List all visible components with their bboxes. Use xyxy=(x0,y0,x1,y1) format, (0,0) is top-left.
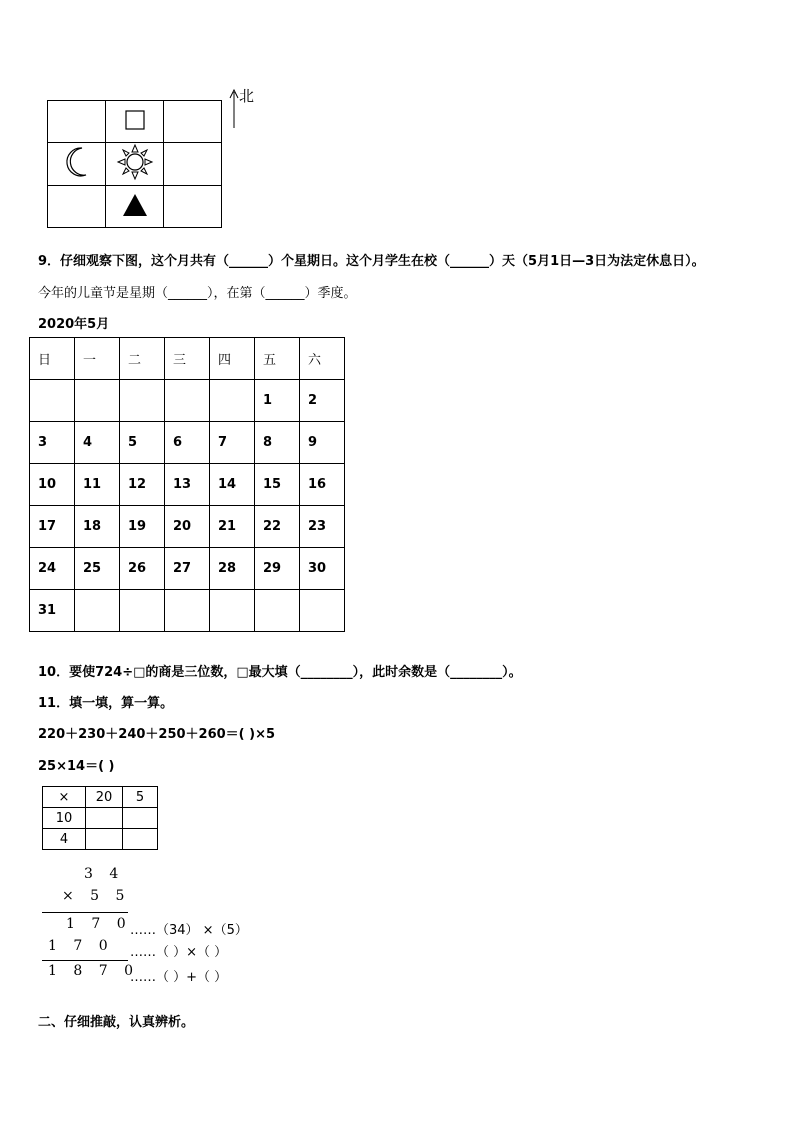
calendar-week xyxy=(30,422,345,464)
day-cell xyxy=(165,380,210,422)
day-cell xyxy=(300,590,345,632)
grid-answer-cell[interactable] xyxy=(86,808,123,829)
day-cell: 16 xyxy=(300,464,345,506)
day-cell: 4 xyxy=(75,422,120,464)
vertical-sum-note: ……（ ）+（ ） xyxy=(130,970,228,985)
day-cell: 3 xyxy=(30,422,75,464)
section-2-title: 二、仔细推敲，认真辨析。 xyxy=(38,1015,195,1030)
day-cell xyxy=(30,380,75,422)
day-cell: 20 xyxy=(165,506,210,548)
calendar-caption: 2020年5月 xyxy=(38,317,110,332)
partial-product-2: 1 7 0 xyxy=(48,938,114,954)
calendar-week xyxy=(30,464,345,506)
grid-corner: × xyxy=(43,787,86,808)
grid-cell xyxy=(106,143,164,186)
q11-title: 11．填一填，算一算。 xyxy=(38,696,174,711)
grid-cell xyxy=(48,186,106,228)
q11-expr2: 25×14＝( ) xyxy=(38,759,115,774)
grid-col-header: 5 xyxy=(123,787,158,808)
weekday-header: 四 xyxy=(210,338,255,380)
calendar-table xyxy=(29,337,345,632)
day-cell: 19 xyxy=(120,506,165,548)
vertical-rule xyxy=(42,912,128,913)
grid-cell xyxy=(164,186,222,228)
day-cell: 29 xyxy=(255,548,300,590)
day-cell: 23 xyxy=(300,506,345,548)
calendar-week xyxy=(30,506,345,548)
weekday-header: 一 xyxy=(75,338,120,380)
day-cell: 15 xyxy=(255,464,300,506)
calendar-week xyxy=(30,590,345,632)
day-cell xyxy=(120,590,165,632)
grid-cell xyxy=(164,143,222,186)
grid-cell xyxy=(48,143,106,186)
day-cell: 12 xyxy=(120,464,165,506)
day-cell: 13 xyxy=(165,464,210,506)
q9-line2: 今年的儿童节是星期（______），在第（______）季度。 xyxy=(38,286,357,301)
weekday-header: 日 xyxy=(30,338,75,380)
day-cell: 27 xyxy=(165,548,210,590)
q10-text: 10．要使724÷□的商是三位数，□最大填（________），此时余数是（________）。 xyxy=(38,665,522,680)
weekday-header: 五 xyxy=(255,338,300,380)
day-cell xyxy=(210,590,255,632)
grid-col-header: 20 xyxy=(86,787,123,808)
partial-product-1: 1 7 0 xyxy=(66,916,132,932)
weekday-header: 二 xyxy=(120,338,165,380)
moon-icon xyxy=(60,145,94,179)
day-cell: 8 xyxy=(255,422,300,464)
weekday-header: 六 xyxy=(300,338,345,380)
grid-answer-cell[interactable] xyxy=(123,808,158,829)
day-cell: 24 xyxy=(30,548,75,590)
partial-product-1-note: ……（34） ×（5） xyxy=(130,923,248,938)
day-cell: 17 xyxy=(30,506,75,548)
day-cell: 21 xyxy=(210,506,255,548)
grid-row-header: 4 xyxy=(43,829,86,850)
grid-cell xyxy=(164,101,222,143)
day-cell xyxy=(255,590,300,632)
day-cell: 7 xyxy=(210,422,255,464)
grid-row-header: 10 xyxy=(43,808,86,829)
square-icon xyxy=(124,109,146,131)
day-cell: 14 xyxy=(210,464,255,506)
vertical-top-number: 3 4 xyxy=(84,866,125,882)
vertical-sum: 1 8 7 0 xyxy=(48,963,139,979)
day-cell xyxy=(75,590,120,632)
grid-answer-cell[interactable] xyxy=(86,829,123,850)
day-cell: 30 xyxy=(300,548,345,590)
calendar-header-row xyxy=(30,338,345,380)
day-cell: 10 xyxy=(30,464,75,506)
day-cell xyxy=(120,380,165,422)
day-cell: 1 xyxy=(255,380,300,422)
day-cell xyxy=(165,590,210,632)
calendar-week xyxy=(30,548,345,590)
sun-icon xyxy=(116,143,154,181)
vertical-rule xyxy=(42,960,128,961)
grid-cell xyxy=(106,186,164,228)
day-cell: 5 xyxy=(120,422,165,464)
calendar-week xyxy=(30,380,345,422)
day-cell: 18 xyxy=(75,506,120,548)
grid-answer-cell[interactable] xyxy=(123,829,158,850)
day-cell: 22 xyxy=(255,506,300,548)
day-cell xyxy=(210,380,255,422)
day-cell: 25 xyxy=(75,548,120,590)
day-cell xyxy=(75,380,120,422)
grid-cell xyxy=(106,101,164,143)
day-cell: 26 xyxy=(120,548,165,590)
q9-line1: 9．仔细观察下图，这个月共有（______）个星期日。这个月学生在校（______）天（5月1日—3日为法定休息日）。 xyxy=(38,254,705,269)
day-cell: 28 xyxy=(210,548,255,590)
day-cell: 9 xyxy=(300,422,345,464)
vertical-multiplier: × 5 5 xyxy=(62,888,131,904)
day-cell: 2 xyxy=(300,380,345,422)
direction-grid xyxy=(47,100,222,228)
q11-expr1: 220＋230＋240＋250＋260＝( )×5 xyxy=(38,727,276,742)
grid-cell xyxy=(48,101,106,143)
triangle-icon xyxy=(121,192,149,218)
day-cell: 11 xyxy=(75,464,120,506)
north-label: 北 xyxy=(239,87,255,105)
partial-product-2-note: ……（ ）×（ ） xyxy=(130,945,228,960)
day-cell: 6 xyxy=(165,422,210,464)
day-cell: 31 xyxy=(30,590,75,632)
weekday-header: 三 xyxy=(165,338,210,380)
multiplication-grid xyxy=(42,786,158,850)
